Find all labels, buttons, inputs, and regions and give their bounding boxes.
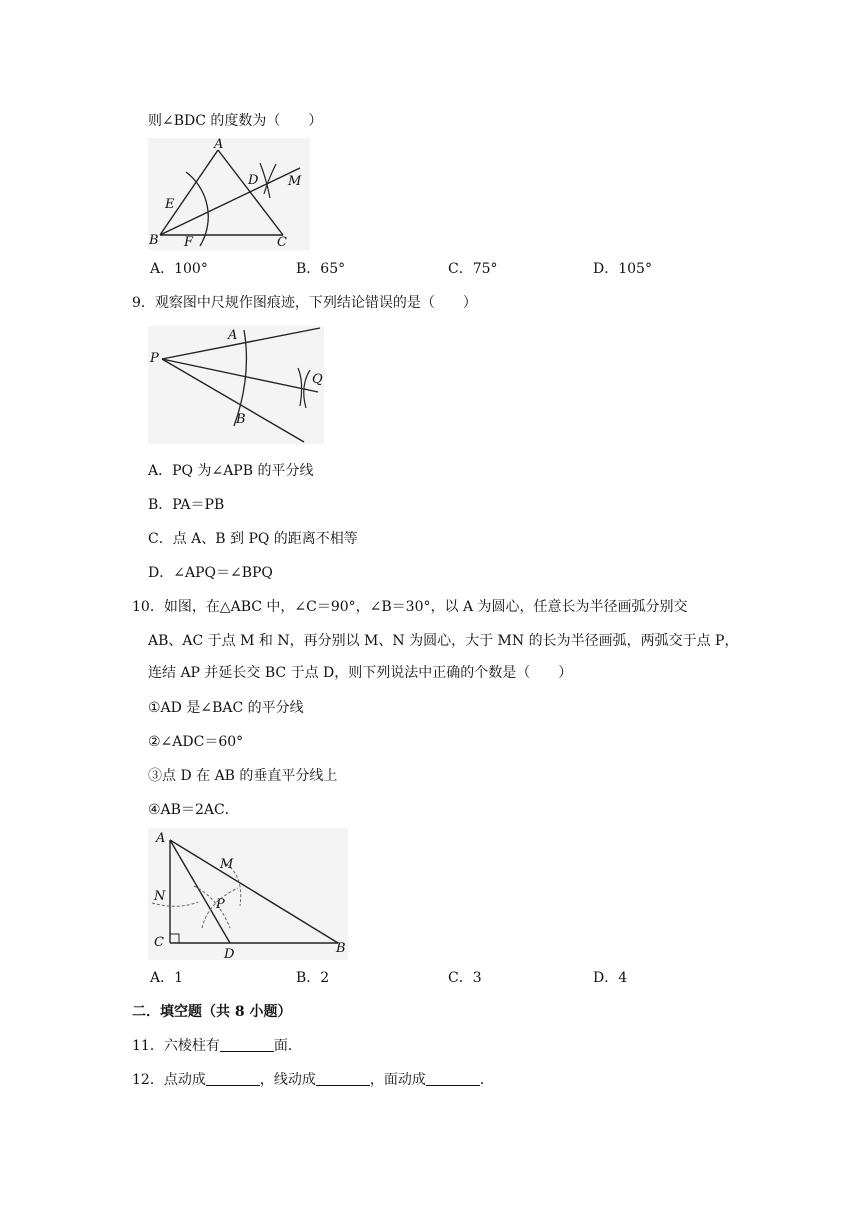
q8-label-m: M	[288, 174, 302, 189]
q10-figure-svg	[148, 828, 348, 960]
q8-stem-tail: 则∠BDC 的度数为（ ）	[148, 113, 323, 129]
q11	[132, 1037, 302, 1055]
q12-blank-1[interactable]	[206, 1071, 260, 1086]
q9-figure-svg	[148, 326, 324, 444]
q12-part-1: 12．点动成	[132, 1072, 206, 1088]
q10-label-a: A	[156, 831, 166, 846]
q8-option-a[interactable]: A．100°	[150, 261, 208, 277]
q8-option-d[interactable]: D．105°	[593, 261, 652, 277]
q8-label-f: F	[184, 235, 194, 250]
q10-stem-line-1: 10．如图，在△ABC 中，∠C＝90°，∠B＝30°，以 A 为圆心，任意长为半径画弧分别交	[132, 599, 688, 615]
q10-statement-2: ②∠ADC＝60°	[148, 734, 244, 750]
section-2-title: 二．填空题（共 8 小题）	[132, 1004, 292, 1020]
q12-part-3: ，面动成	[369, 1072, 426, 1088]
q10-statement-1: ①AD 是∠BAC 的平分线	[148, 700, 304, 716]
q9-option-a[interactable]: A．PQ 为∠APB 的平分线	[148, 463, 314, 479]
q12	[132, 1071, 494, 1089]
q9-option-d[interactable]: D．∠APQ＝∠BPQ	[148, 565, 273, 581]
q11-prefix: 11．六棱柱有	[132, 1038, 220, 1054]
q11-blank[interactable]	[220, 1037, 274, 1052]
q8-option-b[interactable]: B．65°	[296, 261, 346, 277]
q10-stem-line-2: AB、AC 于点 M 和 N，再分别以 M、N 为圆心，大于 MN 的长为半径画弧，两弧交于点 P，	[148, 633, 739, 649]
q10-label-p: P	[216, 897, 225, 912]
q11-suffix: 面．	[273, 1038, 302, 1054]
q12-blank-2[interactable]	[316, 1071, 370, 1086]
q8-label-e: E	[165, 197, 175, 212]
q10-statement-3: ③点 D 在 AB 的垂直平分线上	[148, 768, 338, 784]
q10-option-a[interactable]: A．1	[150, 970, 184, 986]
q10-statement-4: ④AB＝2AC．	[148, 802, 239, 818]
q9-figure	[148, 326, 324, 444]
q9-label-q: Q	[312, 372, 323, 387]
q10-label-b: B	[336, 941, 346, 956]
q8-option-c[interactable]: C．75°	[448, 261, 498, 277]
q8-figure-svg	[148, 138, 310, 250]
q10-stem-line-3: 连结 AP 并延长交 BC 于点 D，则下列说法中正确的个数是（ ）	[148, 665, 573, 681]
q9-label-a: A	[228, 328, 238, 343]
q8-label-a: A	[214, 138, 224, 152]
q8-label-b: B	[149, 233, 159, 248]
q10-label-m: M	[220, 857, 234, 872]
q9-label-p: P	[150, 351, 159, 366]
q9-label-b: B	[236, 412, 246, 427]
q9-stem: 9．观察图中尺规作图痕迹，下列结论错误的是（ ）	[132, 295, 477, 311]
q10-label-c: C	[154, 935, 164, 950]
q10-option-b[interactable]: B．2	[296, 970, 330, 986]
q9-option-b[interactable]: B．PA＝PB	[148, 497, 225, 513]
q8-label-d: D	[248, 173, 259, 188]
q10-label-n: N	[154, 889, 166, 904]
q12-part-2: ，线动成	[259, 1072, 316, 1088]
q12-part-4: ．	[479, 1072, 494, 1088]
q12-blank-3[interactable]	[426, 1071, 480, 1086]
q9-option-c[interactable]: C．点 A、B 到 PQ 的距离不相等	[148, 531, 358, 547]
q8-figure	[148, 138, 310, 250]
q10-label-d: D	[224, 947, 235, 960]
q10-figure	[148, 828, 348, 960]
q10-option-c[interactable]: C．3	[448, 970, 482, 986]
q10-option-d[interactable]: D．4	[593, 970, 628, 986]
q8-label-c: C	[277, 235, 287, 250]
